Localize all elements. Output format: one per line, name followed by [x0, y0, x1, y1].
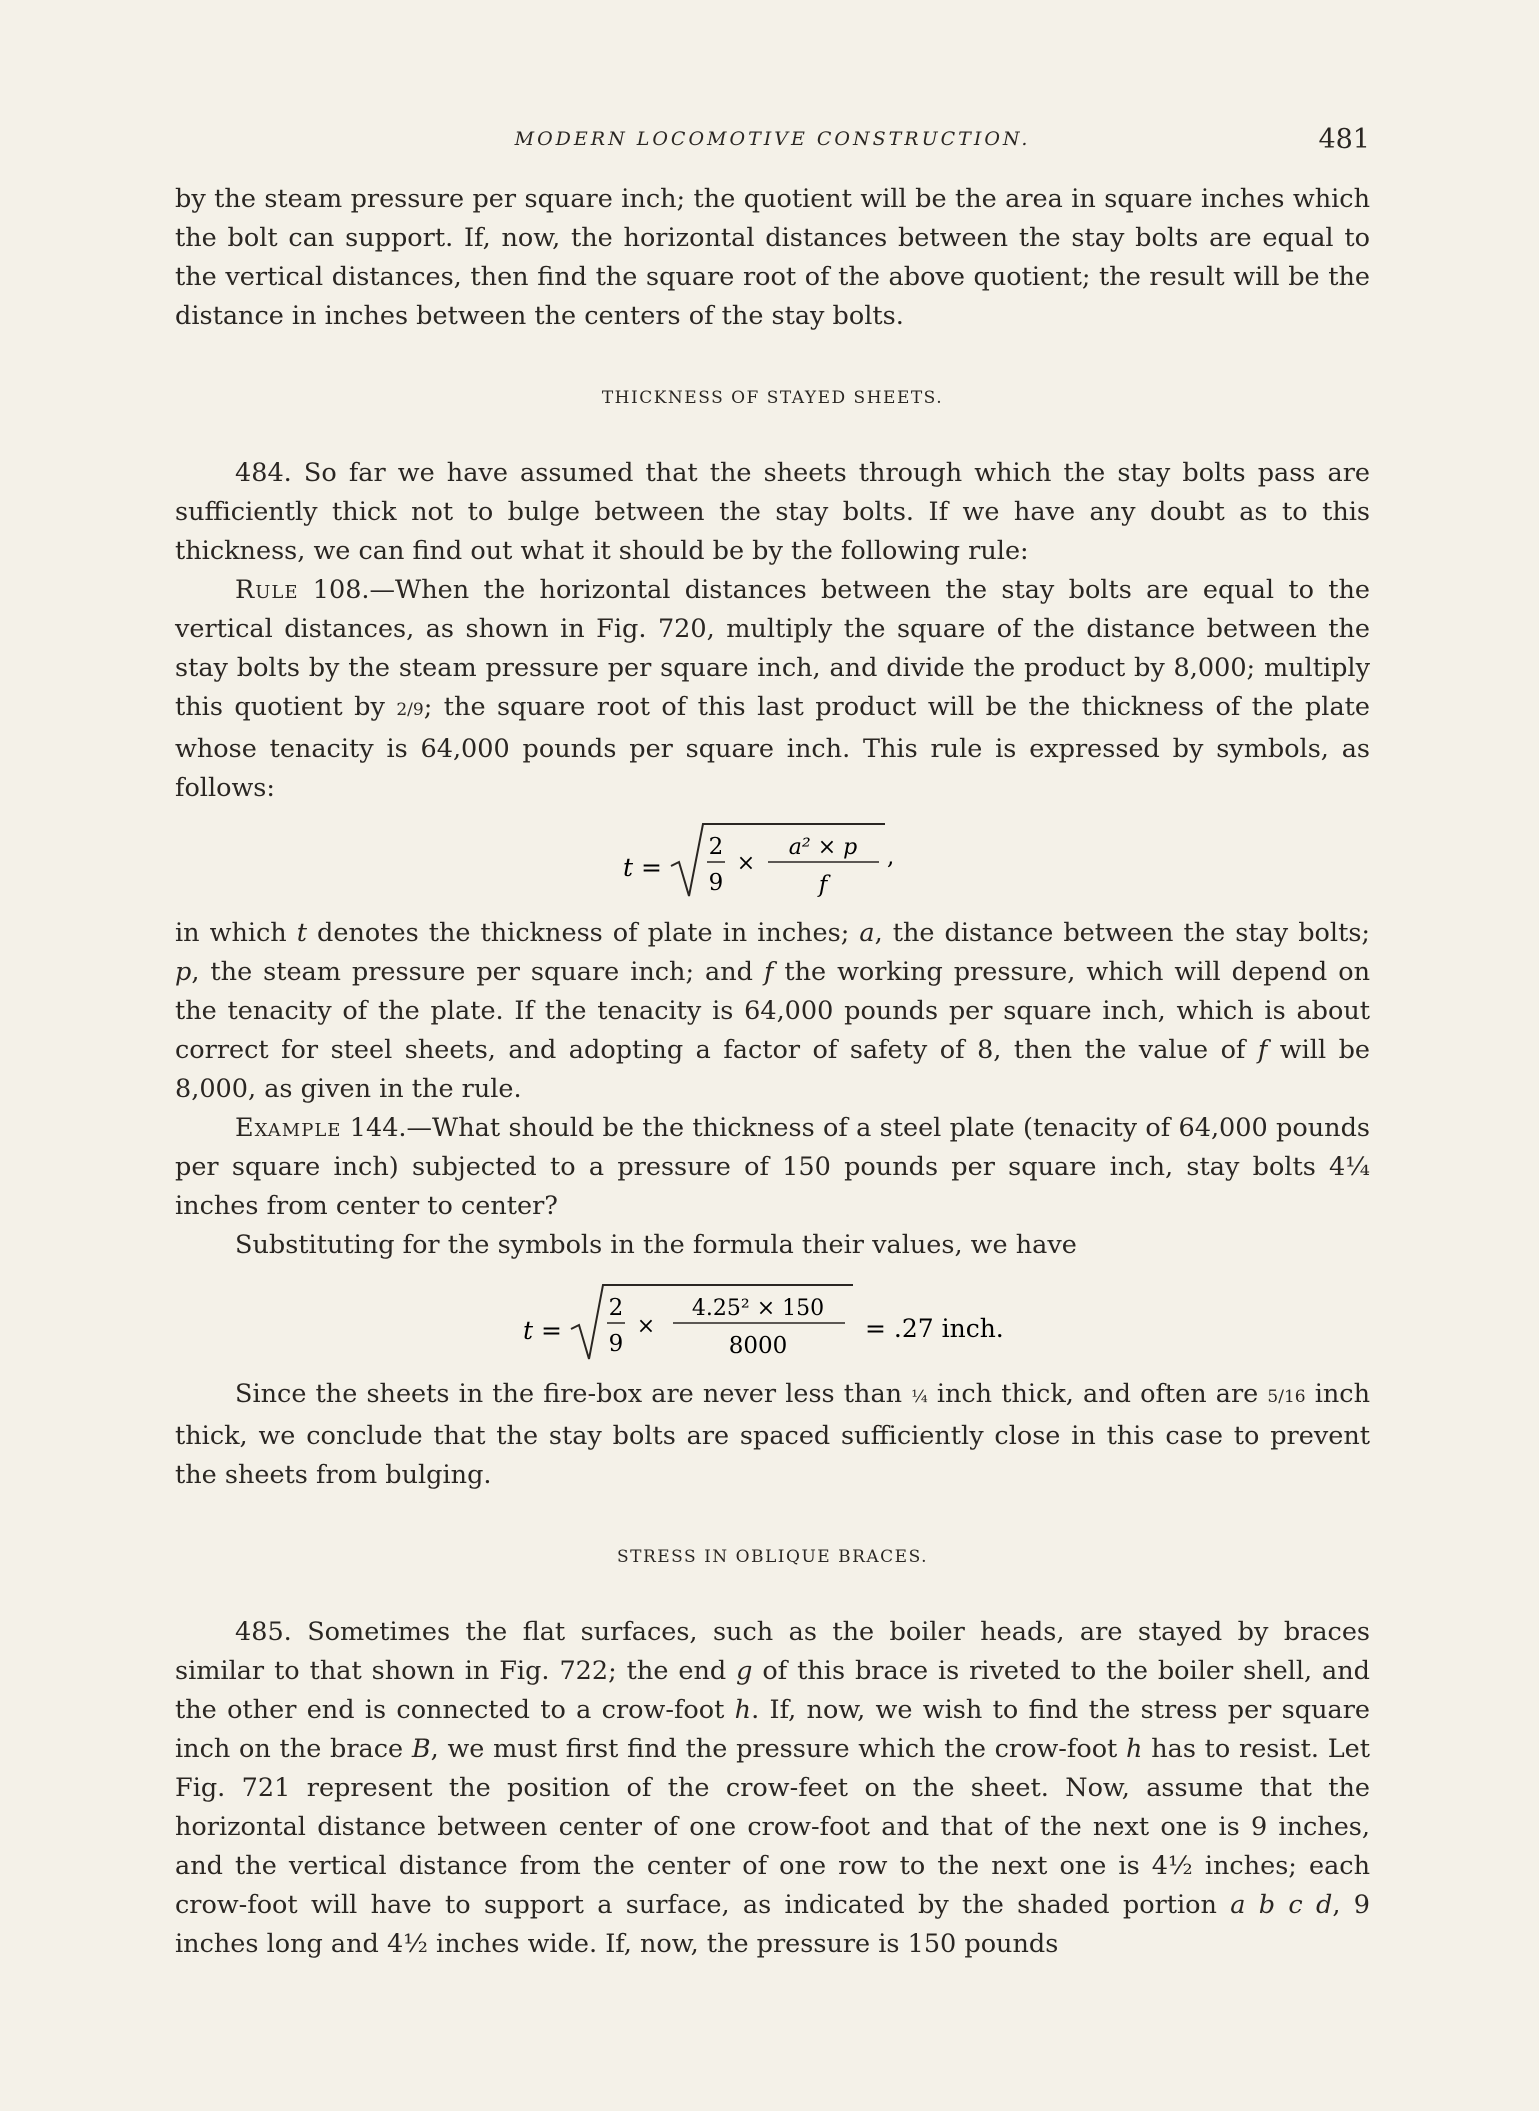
formula1-den1: 9: [708, 870, 723, 896]
formula-thickness: [175, 810, 1370, 910]
running-head: [175, 124, 1370, 160]
paragraph-fire-box: [175, 1375, 1370, 1495]
paragraph-substituting: Substituting for the symbols in the formula their values, we have: [235, 1230, 1077, 1260]
symbol-t: t: [296, 918, 308, 948]
symbol-h: h: [1126, 1734, 1143, 1764]
example-144: [175, 1109, 1370, 1226]
text-fragment: denotes the thickness of plate in inches;: [307, 918, 860, 948]
text-fragment: of this brace is riveted to the boiler shell, and the other end is connected to a crow-foot: [175, 1656, 1370, 1725]
formula2-num2: 4.25² × 150: [691, 1296, 824, 1321]
symbol-a: a: [859, 918, 875, 948]
text-fragment: will be 8,000, as given in the rule.: [175, 1035, 1370, 1104]
page-body: [175, 180, 1370, 1964]
text-fragment: inch thick, and often are: [927, 1379, 1268, 1409]
text-fragment: inch thick, we conclude that the stay bolts are spaced sufficiently close in this case to prevent the sheets from bulging.: [175, 1379, 1371, 1490]
text-fragment: , we must first find the pressure which the crow-foot: [430, 1734, 1127, 1764]
text-fragment: has to resist. Let Fig. 721 represent the position of the crow-feet on the sheet. Now, assume that the horizontal distance between center of one crow-foot and that of the next one is 9 inches, and the vertical distance from the center of one row to the next one is 4½ inches; each crow-foot will have to support a surface, as indicated by the shaded portion: [175, 1734, 1370, 1920]
formula2-times: ×: [636, 1314, 655, 1339]
formula2-result: = .27 inch.: [864, 1314, 1004, 1343]
formula1-times: ×: [736, 851, 755, 876]
formula2-lhs: t =: [522, 1316, 562, 1345]
symbol-p: p: [175, 957, 192, 987]
fraction-quarter: ¼: [911, 1387, 928, 1407]
formula-thickness-svg: [623, 810, 923, 910]
running-title: MODERN LOCOMOTIVE CONSTRUCTION.: [514, 128, 1031, 150]
rule-fraction: 2/9: [396, 700, 424, 720]
text-fragment: , 9 inches long and 4½ inches wide. If, now, the pressure is 150 pounds: [175, 1890, 1370, 1959]
fraction-five-sixteenths: 5/16: [1267, 1387, 1306, 1407]
formula-example-svg: [523, 1271, 1023, 1371]
formula1-num1: 2: [708, 834, 723, 860]
section-heading-thickness: THICKNESS OF STAYED SHEETS.: [601, 388, 944, 408]
rule-text: 108.—When the horizontal distances between the stay bolts are equal to the vertical distances, as shown in Fig. 720, multiply the square of the distance between the stay bolts by the steam pressure per square inch, and divide the product by 8,000; multiply this quotient by: [175, 575, 1370, 722]
symbol-f: f: [1257, 1035, 1268, 1065]
text-fragment: the working pressure, which will depend on the tenacity of the plate. If the tenacity is 64,000 pounds per square inch, which is about correct for steel sheets, and adopting a factor of safety of 8, then the value of: [175, 957, 1370, 1065]
page-number: 481: [1318, 124, 1370, 155]
rule-108: [175, 571, 1370, 808]
formula1-den2: f: [818, 872, 827, 898]
paragraph-symbols: [175, 914, 1370, 1109]
paragraph-484: 484. So far we have assumed that the sheets through which the stay bolts pass are sufficiently thick not to bulge between the stay bolts. If we have any doubt as to this thickness, we can find out what it should be by the following rule:: [175, 458, 1370, 566]
formula1-comma: ,: [886, 844, 894, 870]
paragraph-485: [175, 1613, 1370, 1964]
text-fragment: Since the sheets in the fire-box are never less than: [235, 1379, 912, 1409]
text-fragment: in which: [175, 918, 297, 948]
section-heading-stress: STRESS IN OBLIQUE BRACES.: [616, 1547, 929, 1567]
formula2-num1: 2: [608, 1295, 623, 1321]
text-fragment: , the steam pressure per square inch; and: [191, 957, 764, 987]
text-fragment: 485. Sometimes the flat surfaces, such as the boiler heads, are stayed by braces similar to that shown in Fig. 722; the end: [175, 1617, 1370, 1686]
formula1-num2: a² × p: [788, 835, 857, 860]
symbol-f: f: [763, 957, 774, 987]
formula2-den1: 9: [608, 1331, 623, 1357]
rule-text-end: ; the square root of this last product will be the thickness of the plate whose tenacity is 64,000 pounds per square inch. This rule is expressed by symbols, as follows:: [175, 692, 1370, 803]
symbol-h: h: [734, 1695, 752, 1725]
example-text: 144.—What should be the thickness of a steel plate (tenacity of 64,000 pounds per square inch) subjected to a pressure of 150 pounds per square inch, stay bolts 4¼ inches from center to center?: [175, 1113, 1370, 1221]
symbol-B: B: [411, 1734, 431, 1764]
formula-example: [175, 1271, 1370, 1371]
symbol-abcd: a b c d: [1230, 1890, 1333, 1920]
rule-label: Rule: [235, 575, 299, 605]
formula1-lhs: t =: [622, 853, 662, 882]
text-fragment: . If, now, we wish to find the stress per square inch on the brace: [175, 1695, 1370, 1764]
example-label: Example: [235, 1113, 342, 1143]
paragraph-continued: by the steam pressure per square inch; the quotient will be the area in square inches which the bolt can support. If, now, the horizontal distances between the stay bolts are equal to the vertical distances, then find the square root of the above quotient; the result will be the distance in inches between the centers of the stay bolts.: [175, 184, 1370, 331]
symbol-g: g: [736, 1656, 753, 1686]
text-fragment: , the distance between the stay bolts;: [874, 918, 1370, 948]
formula2-den2: 8000: [728, 1333, 787, 1359]
